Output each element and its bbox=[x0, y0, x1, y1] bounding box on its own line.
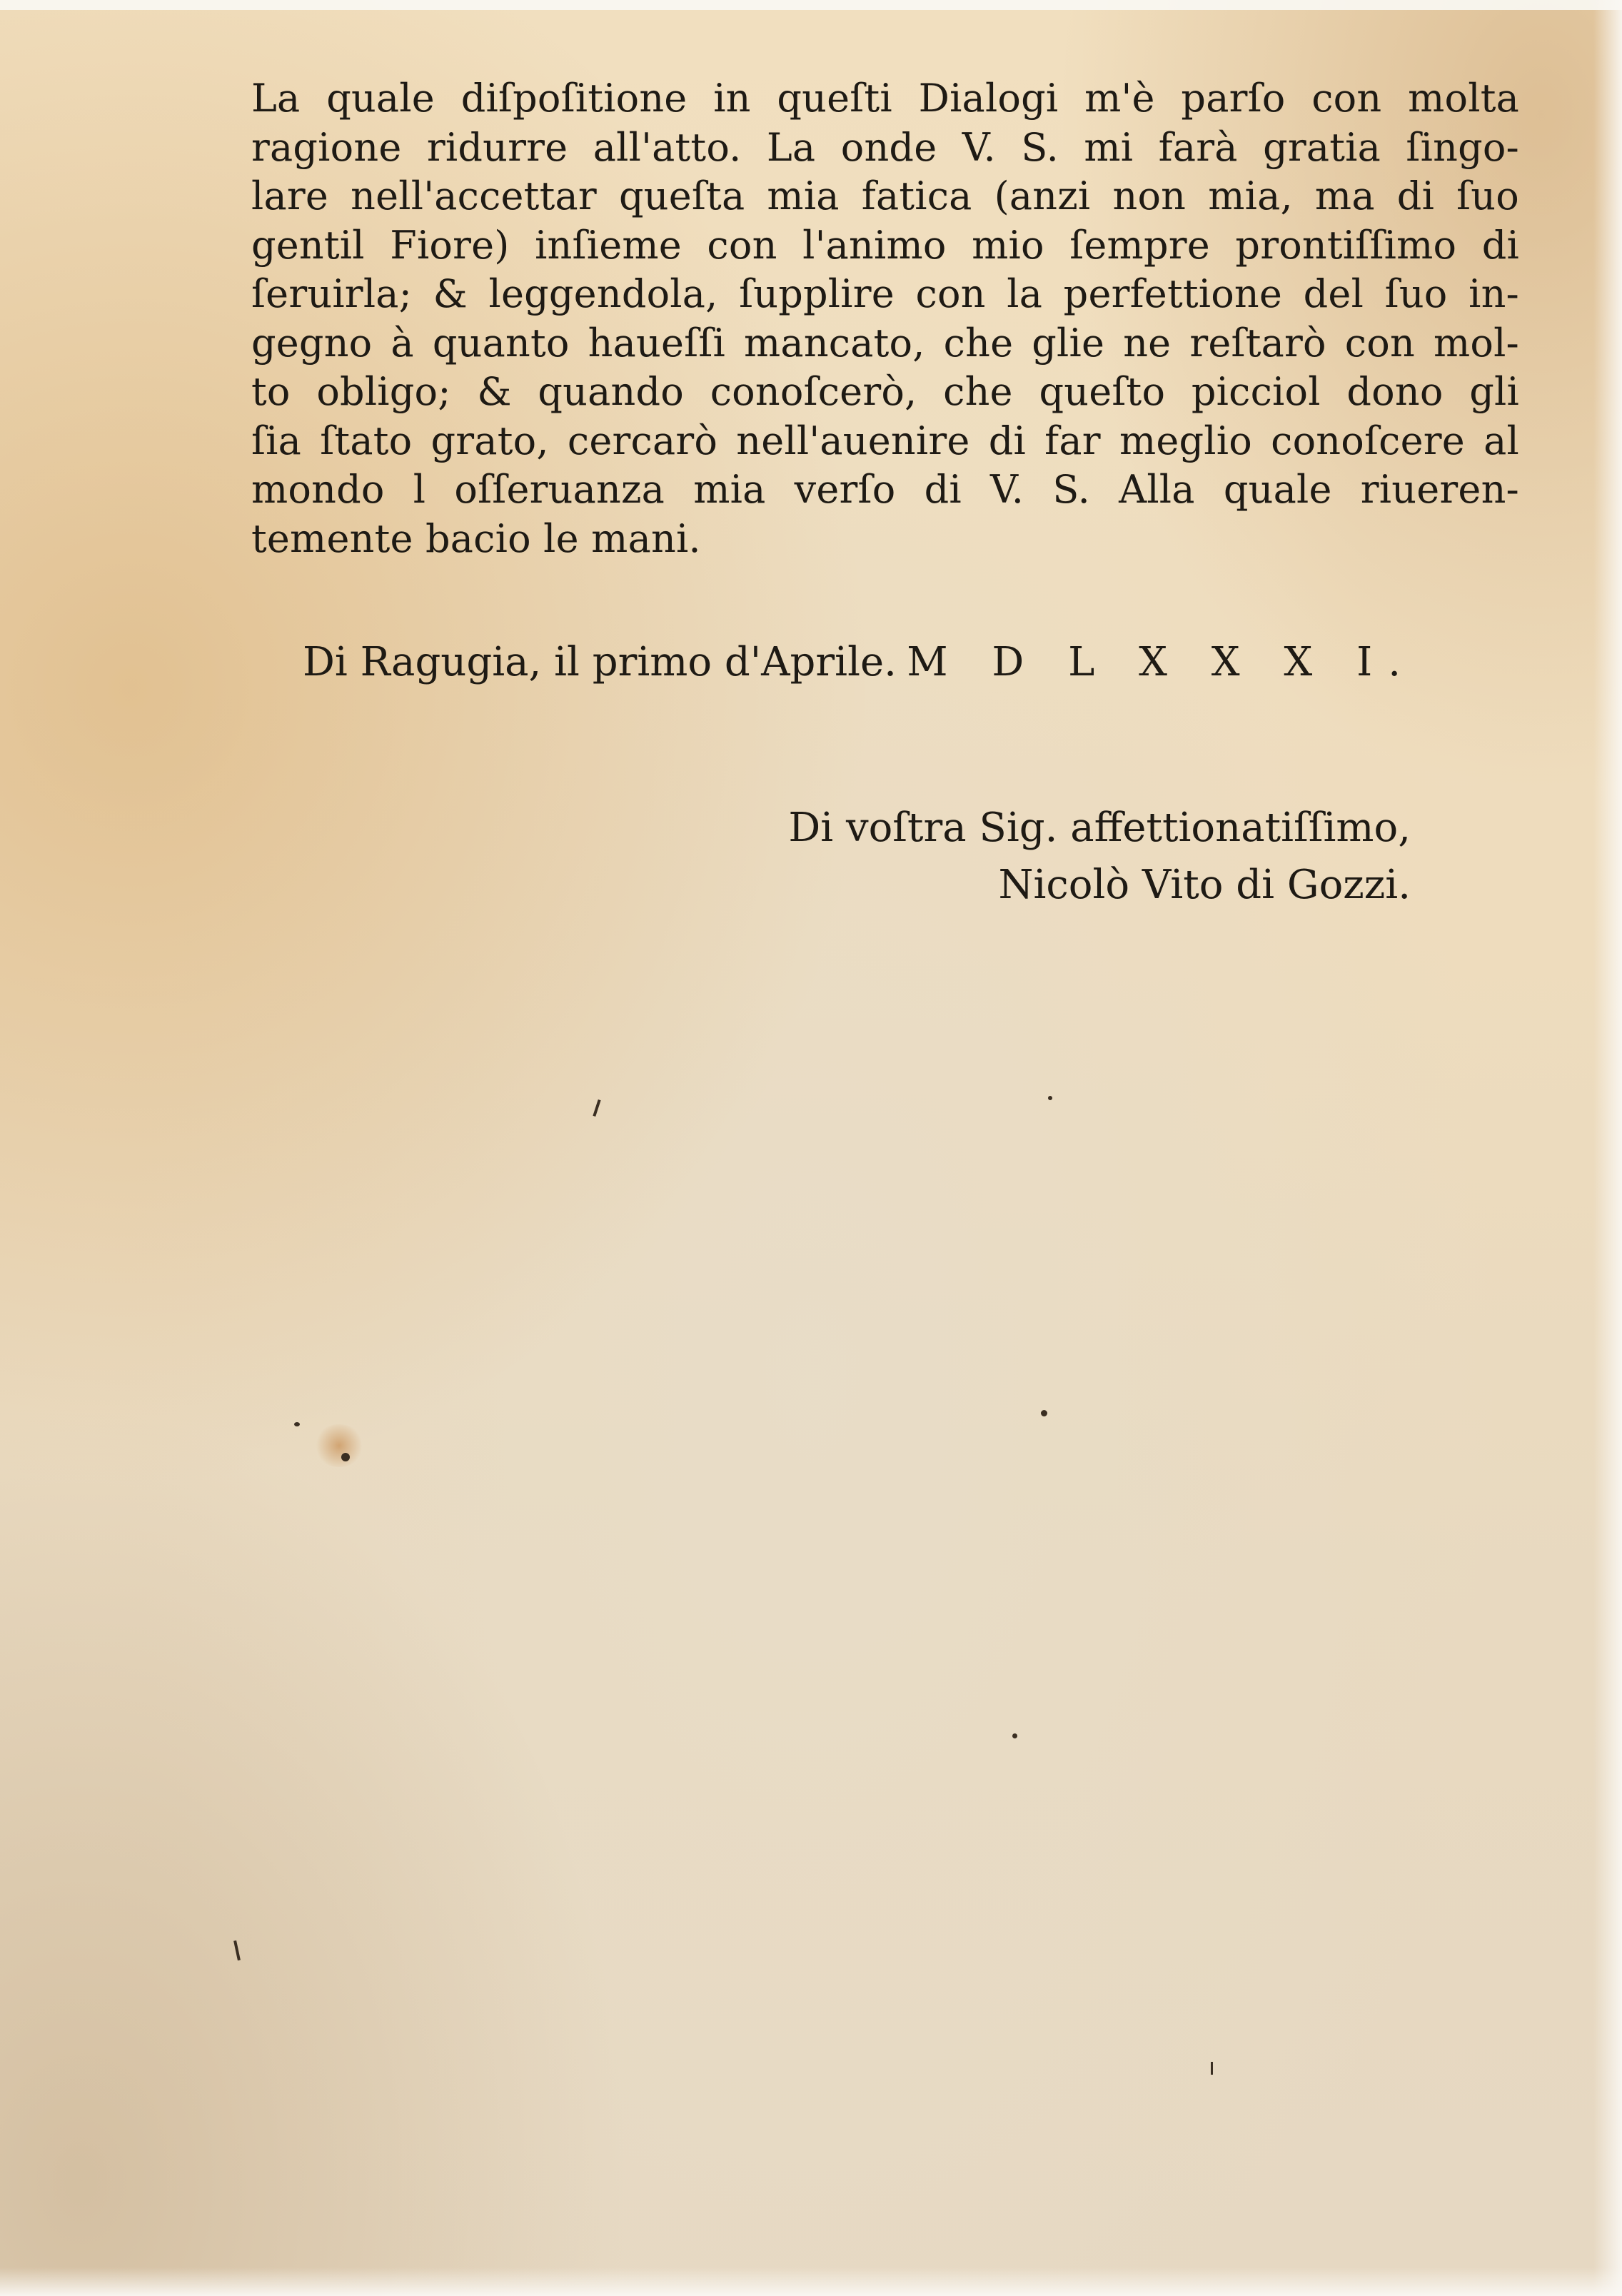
ink-mark bbox=[233, 1940, 241, 1960]
signature: Nicolò Vito di Gozzi. bbox=[998, 862, 1411, 908]
foxing-stain bbox=[314, 1424, 364, 1467]
ink-speck bbox=[341, 1453, 350, 1461]
ink-mark bbox=[1211, 2062, 1213, 2075]
ink-mark bbox=[593, 1099, 600, 1117]
letter-line: temente bacio le mani. bbox=[251, 515, 701, 561]
letter-dateline bbox=[303, 637, 1416, 688]
letter-body bbox=[251, 74, 1519, 563]
letter-line: ragione ridurre all'atto. La onde V. S. mi farà gratia ſingo- bbox=[251, 124, 1519, 170]
letter-line: ſeruirla; & leggendola, ſupplire con la perfettione del ſuo in- bbox=[251, 271, 1519, 316]
letter-line: gentil Fiore) inſieme con l'animo mio ſempre prontiſſimo di bbox=[251, 222, 1519, 268]
page-right-edge bbox=[1593, 0, 1622, 2296]
letter-line: gegno à quanto haueſſi mancato, che glie ne reſtarò con mol- bbox=[251, 320, 1519, 366]
letter-line: mondo l oſſeruanza mia verſo di V. S. Alla quale riueren- bbox=[251, 467, 1519, 512]
letter-line: to obligo; & quando conoſcerò, che queſto picciol dono gli bbox=[251, 369, 1519, 414]
ink-speck bbox=[1041, 1410, 1047, 1416]
letter-line: lare nell'accettar queſta mia fatica (anzi non mia, ma di ſuo bbox=[251, 173, 1519, 218]
letter-closing bbox=[788, 800, 1411, 914]
ink-speck bbox=[1048, 1096, 1052, 1100]
letter-line: La quale diſpoſitione in queſti Dialogi m'è parſo con molta bbox=[251, 76, 1519, 121]
letter-line: ſia ſtato grato, cercarò nell'auenire di far meglio conoſcere al bbox=[251, 418, 1519, 463]
page-top-edge bbox=[0, 0, 1622, 10]
date-place: Di Ragugia, il primo d'Aprile. bbox=[303, 639, 897, 685]
ink-speck bbox=[294, 1422, 300, 1426]
closing-salutation: Di voſtra Sig. affettionatiſſimo, bbox=[788, 805, 1411, 851]
ink-speck bbox=[1012, 1733, 1017, 1738]
date-year: M D L X X X I. bbox=[907, 639, 1416, 685]
page-bottom-edge bbox=[0, 2267, 1622, 2296]
